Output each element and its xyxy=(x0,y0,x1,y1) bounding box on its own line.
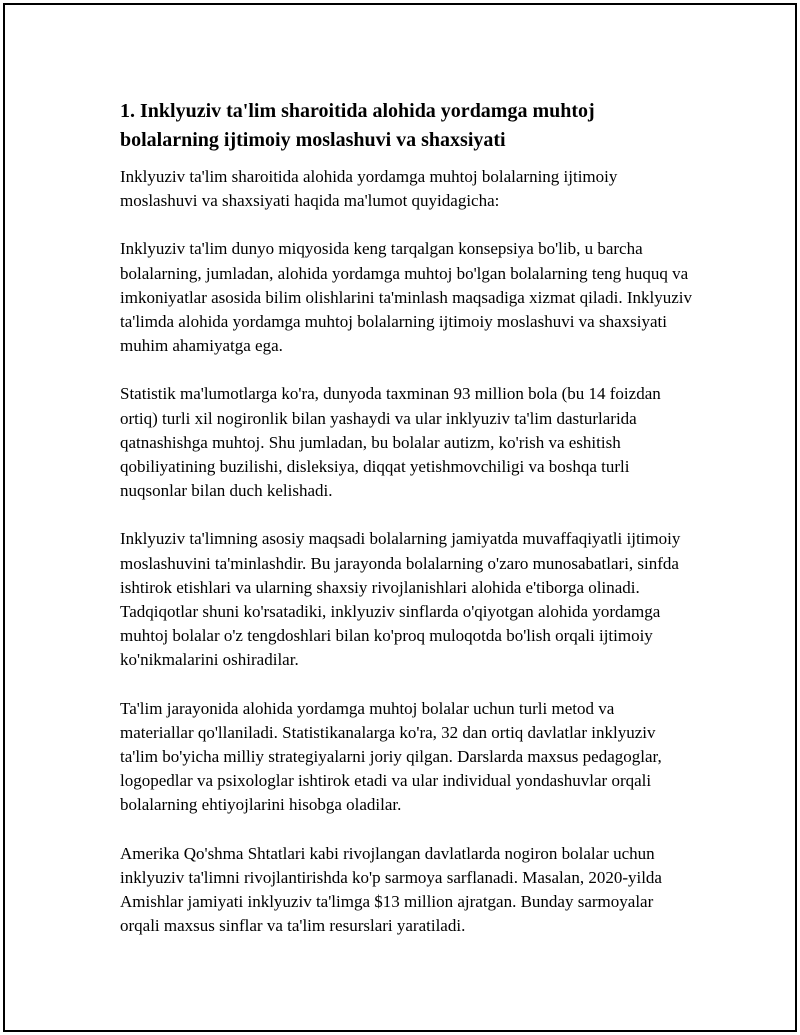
document-body xyxy=(120,97,692,962)
section-heading: 1. Inklyuziv ta'lim sharoitida alohida yordamga muhtoj bolalarning ijtimoiy moslashuvi va shaxsiyati xyxy=(120,100,595,151)
paragraph-methods: Ta'lim jarayonida alohida yordamga muhtoj bolalar uchun turli metod va materiallar qo'llaniladi. Statistikanalarga ko'ra, 32 dan ortiq davlatlar inklyuziv ta'lim bo'yicha milliy strategiyalarni joriy qilgan. Darslarda maxsus pedagoglar, logopedlar va psixologlar ishtirok etadi va ular individual yondashuvlar orqali bolalarning ehtiyojlarini hisobga oladilar. xyxy=(120,698,662,815)
page-frame xyxy=(3,3,797,1032)
paragraph-inclusive-concept: Inklyuziv ta'lim dunyo miqyosida keng tarqalgan konsepsiya bo'lib, u barcha bolalarning, jumladan, alohida yordamga muhtoj bo'lgan bolalarning teng huquq va imkoniyatlar asosida bilim olishlarini ta'minlash maqsadiga xizmat qiladi. Inklyuziv ta'limda alohida yordamga muhtoj bolalarning ijtimoiy moslashuvi va shaxsiyati muhim ahamiyatga ega. xyxy=(120,239,692,356)
paragraph-intro: Inklyuziv ta'lim sharoitida alohida yordamga muhtoj bolalarning ijtimoiy moslashuvi va shaxsiyati haqida ma'lumot quyidagicha: xyxy=(120,167,618,211)
paragraph-main-goal: Inklyuziv ta'limning asosiy maqsadi bolalarning jamiyatda muvaffaqiyatli ijtimoiy moslashuvini ta'minlashdir. Bu jarayonda bolalarning o'zaro munosabatlari, sinfda ishtirok etishlari va ularning shaxsiy rivojlanishlari alohida e'tiborga olinadi. Tadqiqotlar shuni ko'rsatadiki, inklyuziv sinflarda o'qiyotgan alohida yordamga muhtoj bolalar o'z tengdoshlari bilan ko'proq muloqotda bo'lish orqali ijtimoiy ko'nikmalarini oshiradilar. xyxy=(120,529,681,670)
paragraph-statistics: Statistik ma'lumotlarga ko'ra, dunyoda taxminan 93 million bola (bu 14 foizdan ortiq) turli xil nogironlik bilan yashaydi va ular inklyuziv ta'lim dasturlarida qatnashishga muhtoj. Shu jumladan, bu bolalar autizm, ko'rish va eshitish qobiliyatining buzilishi, disleksiya, diqqat yetishmovchiligi va boshqa turli nuqsonlar bilan duch kelishadi. xyxy=(120,384,661,501)
paragraph-investment: Amerika Qo'shma Shtatlari kabi rivojlangan davlatlarda nogiron bolalar uchun inklyuziv ta'limni rivojlantirishda ko'p sarmoya sarflanadi. Masalan, 2020-yilda Amishlar jamiyati inklyuziv ta'limga $13 million ajratgan. Bunday sarmoyalar orqali maxsus sinflar va ta'lim resurslari yaratiladi. xyxy=(120,843,662,936)
